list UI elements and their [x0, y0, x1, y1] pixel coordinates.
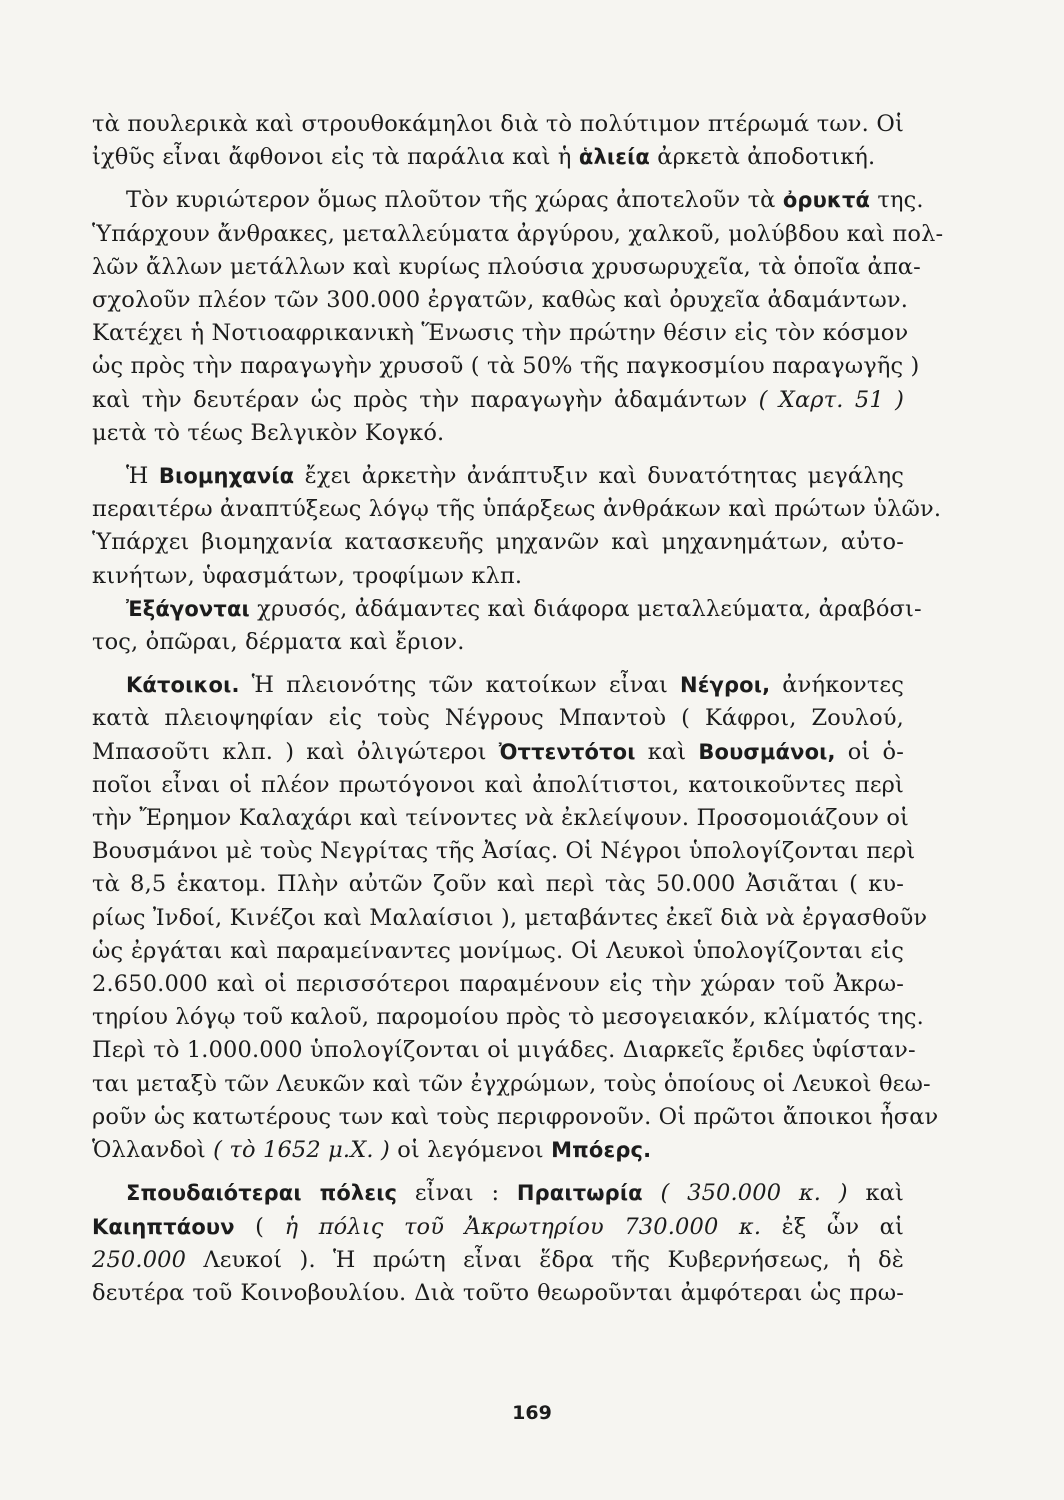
bold-term: Πραιτωρία	[516, 1181, 643, 1206]
text-line: τὰ 8,5 ἑκατομ. Πλὴν αὐτῶν ζοῦν καὶ περὶ τὰς 50.000 Ἀσιᾶται ( κυ-	[92, 871, 904, 898]
population-note: ἡ πόλις τοῦ Ἀκρωτηρίου 730.000 κ.	[284, 1213, 762, 1240]
bold-term: Κάτοικοι.	[126, 673, 240, 698]
text-line: ται μεταξὺ τῶν Λευκῶν καὶ τῶν ἐγχρώμων, τοὺς ὁποίους οἱ Λευκοὶ θεω-	[92, 1070, 931, 1097]
text-line: Ὑπάρχουν ἄνθρακες, μεταλλεύματα ἀργύρου, χαλκοῦ, μολύβδου καὶ πολ-	[92, 220, 944, 247]
text-line: Μπασοῦτι κλπ. ) καὶ ὀλιγώτεροι Ὀττεντότοι καὶ Βουσμάνοι, οἱ ὁ-	[92, 738, 904, 765]
text-line: Περὶ τὸ 1.000.000 ὑπολογίζονται οἱ μιγάδες. Διαρκεῖς ἔριδες ὑφίσταν-	[92, 1037, 916, 1064]
bold-term: Μπόερς.	[551, 1138, 652, 1163]
text-line: Κάτοικοι. Ἡ πλειονότης τῶν κατοίκων εἶναι Νέγροι, ἀνήκοντες	[126, 672, 904, 699]
text-line: ποῖοι εἶναι οἱ πλέον πρωτόγονοι καὶ ἀπολίτιστοι, κατοικοῦντες περὶ	[92, 771, 904, 798]
text-line: Κατέχει ἡ Νοτιοαφρικανικὴ Ἕνωσις τὴν πρώτην θέσιν εἰς τὸν κόσμον	[92, 320, 909, 347]
map-reference: ( Χαρτ. 51 )	[758, 386, 904, 413]
text-line: τος, ὀπῶραι, δέρματα καὶ ἔριον.	[92, 629, 465, 656]
bold-term: ἁλιεία	[578, 145, 650, 170]
population-note: 250.000	[92, 1246, 187, 1273]
text-line: λῶν ἄλλων μετάλλων καὶ κυρίως πλούσια χρυσωρυχεῖα, τὰ ὁποῖα ἀπα-	[92, 253, 921, 280]
text-line: Σπουδαιότεραι πόλεις εἶναι : Πραιτωρία ( 350.000 κ. ) καὶ	[126, 1180, 904, 1207]
bold-term: ὀρυκτά	[782, 188, 871, 213]
text-line: δευτέρα τοῦ Κοινοβουλίου. Διὰ τοῦτο θεωροῦνται ἀμφότεραι ὡς πρω-	[92, 1279, 904, 1306]
text-line: ὡς ἐργάται καὶ παραμείναντες μονίμως. Οἱ Λευκοὶ ὑπολογίζονται εἰς	[92, 937, 904, 964]
bold-term: Ὀττεντότοι	[498, 739, 636, 764]
text-line: τηρίου λόγῳ τοῦ καλοῦ, παρομοίου πρὸς τὸ μεσογειακόν, κλίματός της.	[92, 1004, 924, 1031]
text-line: Τὸν κυριώτερον ὅμως πλοῦτον τῆς χώρας ἀποτελοῦν τὰ ὀρυκτά της.	[126, 187, 924, 214]
text-line: τὴν Ἔρημον Καλαχάρι καὶ τείνοντες νὰ ἐκλείψουν. Προσομοιάζουν οἱ	[92, 805, 910, 832]
text-line: τὰ πουλερικὰ καὶ στρουθοκάμηλοι διὰ τὸ πολύτιμον πτέρωμά των. Οἱ	[92, 111, 904, 137]
text-line: Ἐξάγονται χρυσός, ἀδάμαντες καὶ διάφορα μεταλλεύματα, ἀραβόσι-	[126, 595, 922, 622]
page-number: 169	[512, 1402, 552, 1424]
text-line: Ὁλλανδοὶ ( τὸ 1652 μ.Χ. ) οἱ λεγόμενοι Μπόερς.	[92, 1137, 652, 1164]
date-reference: ( τὸ 1652 μ.Χ. )	[213, 1137, 390, 1164]
bold-term: Ἐξάγονται	[126, 596, 250, 621]
text-line: περαιτέρω ἀναπτύξεως λόγῳ τῆς ὑπάρξεως ἀνθράκων καὶ πρώτων ὑλῶν.	[92, 496, 942, 523]
bold-term: Σπουδαιότεραι πόλεις	[126, 1181, 398, 1206]
text-line: Ὑπάρχει βιομηχανία κατασκευῆς μηχανῶν καὶ μηχανημάτων, αὐτο-	[92, 529, 904, 556]
text-line: ρίως Ἰνδοί, Κινέζοι καὶ Μαλαίσιοι ), μεταβάντες ἐκεῖ διὰ νὰ ἐργασθοῦν	[92, 904, 928, 931]
bold-term: Νέγροι,	[679, 673, 771, 698]
text-line: ὡς πρὸς τὴν παραγωγὴν χρυσοῦ ( τὰ 50% τῆς παγκοσμίου παραγωγῆς )	[92, 353, 920, 380]
text-line: ἰχθῦς εἶναι ἄφθονοι εἰς τὰ παράλια καὶ ἡ ἁλιεία ἀρκετὰ ἀποδοτική.	[92, 144, 876, 171]
bold-term: Καιηπτάουν	[92, 1214, 235, 1239]
bold-term: Βουσμάνοι,	[698, 739, 836, 764]
population-note: ( 350.000 κ. )	[660, 1180, 848, 1207]
text-line: ροῦν ὡς κατωτέρους των καὶ τοὺς περιφρονοῦν. Οἱ πρῶτοι ἄποικοι ἦσαν	[92, 1103, 939, 1130]
text-line: 2.650.000 καὶ οἱ περισσότεροι παραμένουν εἰς τὴν χώραν τοῦ Ἀκρω-	[92, 971, 904, 998]
bold-term: Βιομηχανία	[158, 464, 295, 489]
text-line: Βουσμάνοι μὲ τοὺς Νεγρίτας τῆς Ἀσίας. Οἱ Νέγροι ὑπολογίζονται περὶ	[92, 838, 916, 865]
text-line: καὶ τὴν δευτέραν ὡς πρὸς τὴν παραγωγὴν ἀδαμάντων ( Χαρτ. 51 )	[92, 386, 904, 413]
text-line: σχολοῦν πλέον τῶν 300.000 ἐργατῶν, καθὼς καὶ ὀρυχεῖα ἀδαμάντων.	[92, 287, 909, 314]
page-body-text	[92, 108, 944, 1310]
text-line: μετὰ τὸ τέως Βελγικὸν Κογκό.	[92, 419, 445, 446]
text-line: κινήτων, ὑφασμάτων, τροφίμων κλπ.	[92, 562, 523, 589]
text-line: Ἡ Βιομηχανία ἔχει ἀρκετὴν ἀνάπτυξιν καὶ δυνατότητας μεγάλης	[126, 463, 904, 490]
text-line: Καιηπτάουν ( ἡ πόλις τοῦ Ἀκρωτηρίου 730.000 κ. ἐξ ὧν αἱ	[92, 1213, 904, 1240]
text-line: κατὰ πλειοψηφίαν εἰς τοὺς Νέγρους Μπαντοὺ ( Κάφροι, Ζουλού,	[92, 705, 904, 732]
text-line: 250.000 Λευκοί ). Ἡ πρώτη εἶναι ἕδρα τῆς Κυβερνήσεως, ἡ δὲ	[92, 1246, 904, 1273]
